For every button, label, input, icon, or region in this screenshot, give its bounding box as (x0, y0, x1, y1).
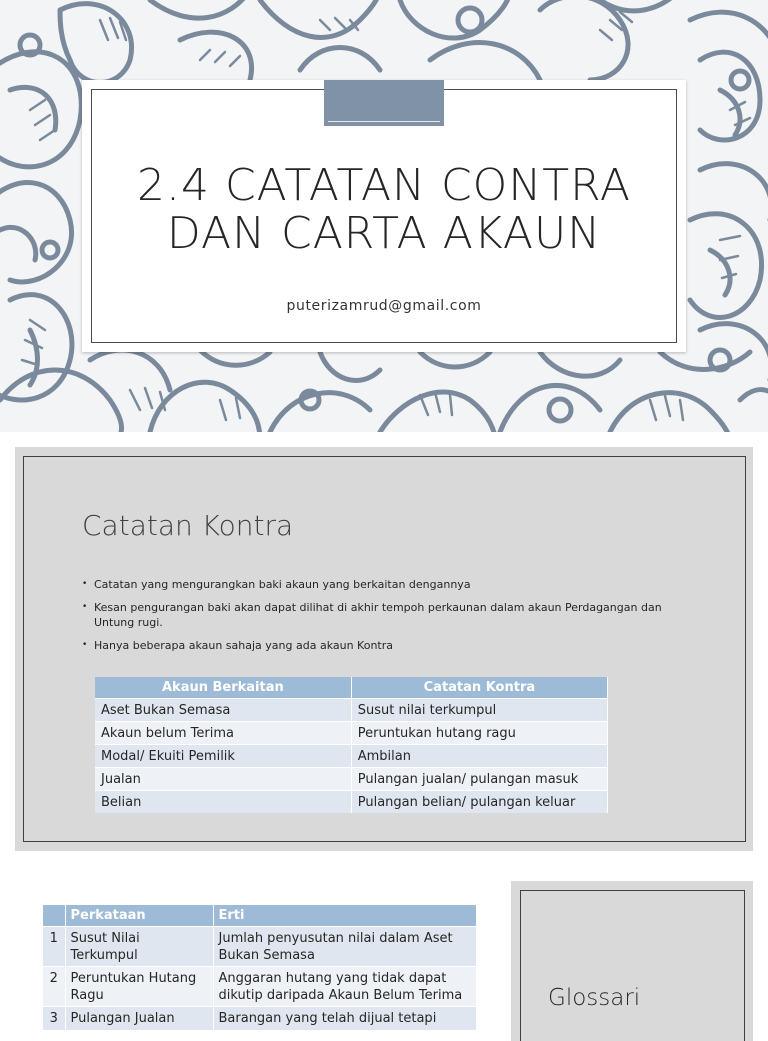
table-cell: Aset Bukan Semasa (95, 699, 351, 722)
table-row (43, 967, 476, 1007)
column-header: Akaun Berkaitan (95, 677, 351, 699)
glossari-slide (511, 881, 753, 1041)
slide-title-line2: DAN CARTA AKAUN (166, 208, 602, 259)
table-cell: Peruntukan hutang ragu (351, 722, 607, 745)
slide-subtitle-email: puterizamrud@gmail.com (286, 298, 482, 314)
table-cell: Pulangan belian/ pulangan keluar (351, 791, 607, 814)
table-row (43, 927, 476, 967)
glossari-slide-border (520, 890, 745, 1041)
table-row (95, 768, 608, 791)
table-header-row (43, 905, 476, 927)
kontra-slide (15, 447, 753, 851)
glossary-table (43, 905, 477, 1030)
column-header: Catatan Kontra (351, 677, 607, 699)
table-cell: Belian (95, 791, 351, 814)
table-row (95, 791, 608, 814)
column-header: Erti (213, 905, 476, 927)
slide-title (82, 162, 686, 258)
table-cell: Jualan (95, 768, 351, 791)
table-cell: Barangan yang telah dijual tetapi (213, 1007, 476, 1031)
table-row (95, 745, 608, 768)
table-row (95, 722, 608, 745)
row-number: 3 (43, 1007, 65, 1031)
title-card (82, 80, 686, 352)
bullet-item: • Catatan yang mengurangkan baki akaun yang berkaitan dengannya (82, 577, 702, 592)
title-slide (0, 0, 768, 432)
table-cell: Jumlah penyusutan nilai dalam Aset Bukan Semasa (213, 927, 476, 967)
table-cell: Anggaran hutang yang tidak dapat dikutip daripada Akaun Belum Terima (213, 967, 476, 1007)
table-row (95, 699, 608, 722)
kontra-bullet-list (82, 577, 702, 661)
table-cell: Susut Nilai Terkumpul (65, 927, 213, 967)
slide-title-line1: 2.4 CATATAN CONTRA (136, 160, 631, 211)
table-cell: Susut nilai terkumpul (351, 699, 607, 722)
table-cell: Akaun belum Terima (95, 722, 351, 745)
title-accent-tab (324, 80, 444, 126)
table-cell: Pulangan jualan/ pulangan masuk (351, 768, 607, 791)
table-cell: Modal/ Ekuiti Pemilik (95, 745, 351, 768)
row-number: 2 (43, 967, 65, 1007)
table-header-row (95, 677, 608, 699)
bullet-item: • Hanya beberapa akaun sahaja yang ada akaun Kontra (82, 638, 702, 653)
column-header: Perkataan (65, 905, 213, 927)
kontra-slide-border (23, 456, 746, 842)
table-row (43, 1007, 476, 1031)
table-cell: Pulangan Jualan (65, 1007, 213, 1031)
bullet-item: • Kesan pengurangan baki akan dapat dilihat di akhir tempoh perkaunan dalam akaun Perdagangan dan Untung rugi. (82, 600, 702, 630)
table-cell: Peruntukan Hutang Ragu (65, 967, 213, 1007)
kontra-table (95, 677, 608, 813)
kontra-slide-title: Catatan Kontra (82, 509, 294, 542)
glossari-slide-title: Glossari (548, 985, 641, 1011)
row-number: 1 (43, 927, 65, 967)
column-header (43, 905, 65, 927)
table-cell: Ambilan (351, 745, 607, 768)
